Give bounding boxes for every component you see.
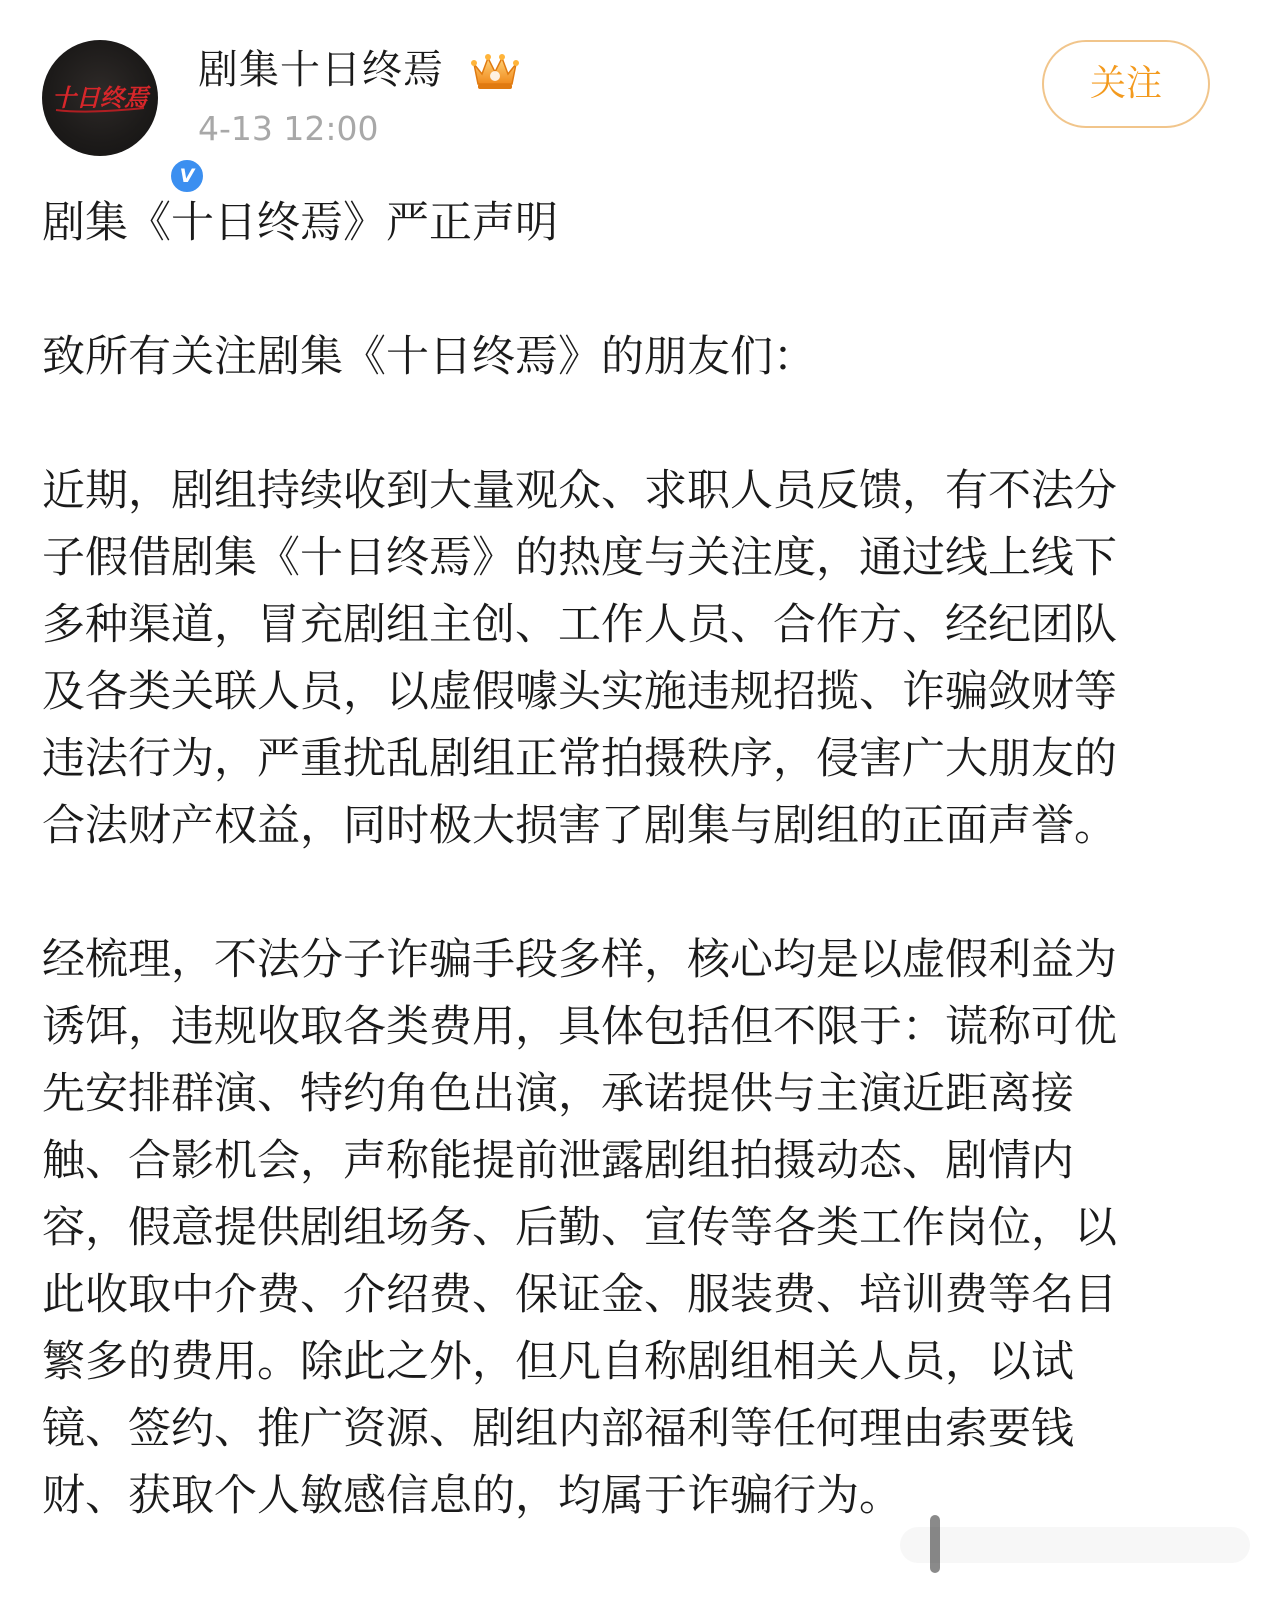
drama-logo-avatar-icon — [48, 78, 152, 118]
paragraph-line: 镜、签约、推广资源、剧组内部福利等任何理由索要钱 — [42, 1404, 1074, 1454]
paragraph-line: 多种渠道，冒充剧组主创、工作人员、合作方、经纪团队 — [42, 600, 1117, 650]
post-title: 剧集《十日终焉》严正声明 — [42, 198, 558, 248]
paragraph-line: 先安排群演、特约角色出演，承诺提供与主演近距离接 — [42, 1069, 1074, 1119]
paragraph-line: 容，假意提供剧组场务、后勤、宣传等各类工作岗位，以 — [42, 1203, 1117, 1253]
post-header — [0, 0, 1283, 187]
paragraph-line: 繁多的费用。除此之外，但凡自称剧组相关人员，以试 — [42, 1337, 1074, 1387]
paragraph-line: 财、获取个人敏感信息的，均属于诈骗行为。 — [42, 1471, 902, 1521]
paragraph-line: 合法财产权益，同时极大损害了剧集与剧组的正面声誉。 — [42, 801, 1117, 851]
paragraph-line: 此收取中介费、介绍费、保证金、服装费、培训费等名目 — [42, 1270, 1117, 1320]
avatar[interactable] — [42, 40, 195, 187]
paragraph-line: 诱饵，违规收取各类费用，具体包括但不限于：谎称可优 — [42, 1002, 1117, 1052]
verified-v-icon: V — [167, 156, 207, 196]
paragraph-line: 触、合影机会，声称能提前泄露剧组拍摄动态、剧情内 — [42, 1136, 1074, 1186]
paragraph-line: 近期，剧组持续收到大量观众、求职人员反馈，有不法分 — [42, 466, 1117, 516]
paragraph-line: 子假借剧集《十日终焉》的热度与关注度，通过线上线下 — [42, 533, 1117, 583]
post-body — [42, 190, 1207, 1530]
paragraph-line: 违法行为，严重扰乱剧组正常拍摄秩序，侵害广大朋友的 — [42, 734, 1117, 784]
watermark-icon — [900, 1515, 1250, 1575]
avatar-logo-text: 十日终焉 — [52, 83, 148, 112]
crown-level-icon — [468, 48, 522, 92]
post-timestamp: 4-13 12:00 — [198, 109, 379, 148]
paragraph-line: 及各类关联人员，以虚假噱头实施违规招揽、诈骗敛财等 — [42, 667, 1117, 717]
follow-button[interactable]: 关注 — [1042, 40, 1210, 128]
paragraph-line: 经梳理，不法分子诈骗手段多样，核心均是以虚假利益为 — [42, 935, 1117, 985]
post-greeting: 致所有关注剧集《十日终焉》的朋友们： — [42, 332, 816, 382]
account-name[interactable]: 剧集十日终焉 — [198, 47, 444, 93]
